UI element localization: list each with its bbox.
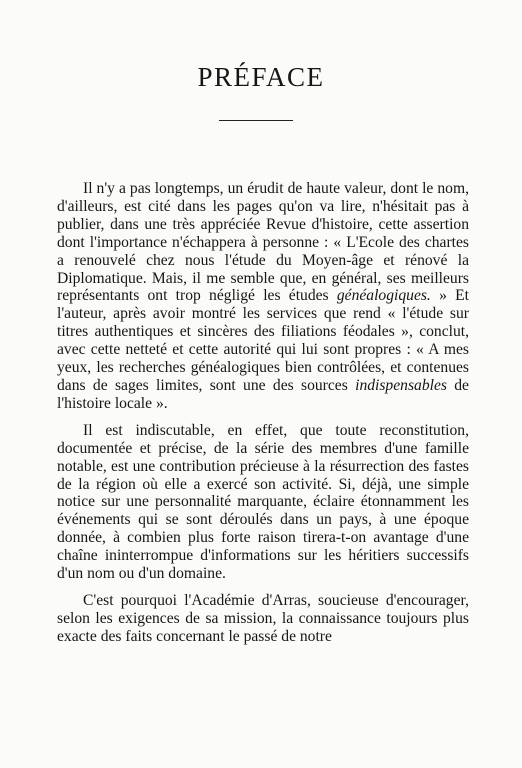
- body-text: [57, 180, 469, 646]
- text-run-italic: indispensables: [355, 376, 447, 394]
- text-run: » Et l'auteur, après avoir montré les services que rend « l'étude sur titres authentiques et sincères des filiations féodales », conclut, avec cette netteté et cette autorité qui lui sont propres : « A mes yeux, les recherches généalogiques bien contrôlées, et contenues dans de sages limites, sont une des sources: [57, 287, 469, 394]
- paragraph: [57, 592, 469, 646]
- text-run: Il est indiscutable, en effet, que toute reconstitution, documentée et précise, de la série des membres d'une famille notable, est une contribution précieuse à la résurrection des fastes de la région où elle a exercé son activité. Si, déjà, une simple notice sur une personnalité marquante, éclaire étonnamment les événements qui se sont déroulés dans un pays, à une époque donnée, à combien plus forte raison tirera-t-on avantage d'une chaîne ininterrompue d'informations sur les héritiers successifs d'un nom ou d'un domaine.: [57, 421, 469, 583]
- text-run: C'est pourquoi l'Académie d'Arras, soucieuse d'encourager, selon les exigences de sa mission, la connaissance toujours plus exacte des faits concernant le passé de notre: [57, 591, 469, 645]
- page-title: PRÉFACE: [197, 62, 325, 92]
- paragraph: [57, 422, 469, 583]
- title-divider: [219, 120, 293, 121]
- text-run: Il n'y a pas longtemps, un érudit de haute valeur, dont le nom, d'ailleurs, est cité dans les pages qu'on va lire, n'hésitait pas à publier, dans une très appréciée Revue d'histoire, cette assertion dont l'importance n'échappera à personne : « L'Ecole des chartes a renouvelé chez nous l'étude du Moyen-âge et rénové la Diplomatique. Mais, il me semble que, en général, ses meilleurs représentants ont trop négligé les études: [57, 180, 469, 305]
- text-run-italic: généalogiques.: [336, 287, 431, 305]
- text-run: de l'histoire locale ».: [57, 376, 469, 412]
- paragraph: [57, 180, 469, 413]
